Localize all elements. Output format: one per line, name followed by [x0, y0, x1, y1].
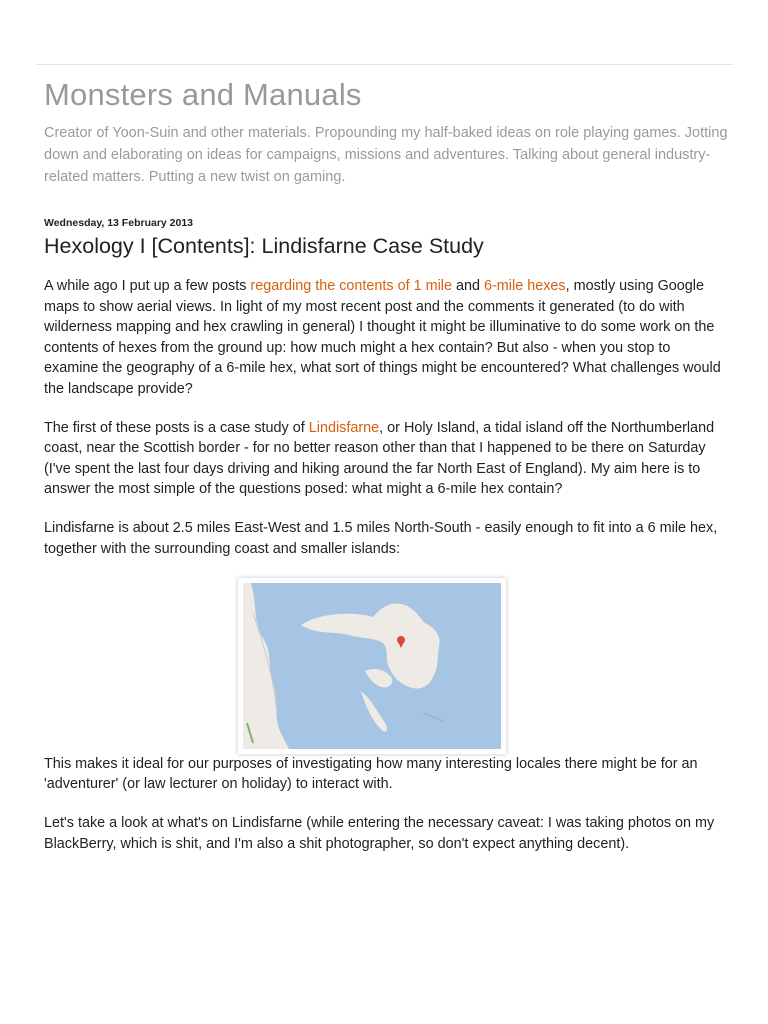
map-image[interactable] [238, 578, 506, 754]
paragraph-purpose: This makes it ideal for our purposes of investigating how many interesting locales there might be for an 'adventurer' (or law lecturer on holiday) to interact with. [44, 755, 698, 792]
blog-header [44, 76, 734, 188]
paragraph-text: , mostly using Google maps to show aerial views. In light of my most recent post and the comments it generated (to do with wilderness mapping and hex crawling in general) I thought it might be illuminative to do some work on the contents of hexes from the ground up: how much might a hex contain? But also - when you stop to examine the geography of a 6-mile hex, what sort of things might be encountered? What challenges would the landscape provide? [44, 278, 721, 397]
link-1-mile-hexes[interactable]: regarding the contents of 1 mile [250, 278, 452, 294]
post-date: Wednesday, 13 February 2013 [44, 217, 194, 229]
link-6-mile-hexes[interactable]: 6-mile hexes [484, 278, 566, 294]
post-title[interactable]: Hexology I [Contents]: Lindisfarne Case Study [44, 234, 484, 258]
paragraph-text: and [452, 278, 485, 294]
paragraph-case-study [44, 418, 724, 500]
post-body [44, 276, 724, 854]
header-divider [36, 64, 733, 65]
blog-title[interactable]: Monsters and Manuals [44, 77, 362, 112]
link-lindisfarne[interactable]: Lindisfarne [308, 419, 380, 436]
sea-area [243, 583, 501, 749]
paragraph-text: The first of these posts is a case study of [44, 419, 309, 436]
paragraph-size: Lindisfarne is about 2.5 miles East-West and 1.5 miles North-South - easily enough to fit into a 6 mile hex, together with the surrounding coast and smaller islands: [44, 520, 718, 557]
paragraph-text: , or Holy Island, a tidal island off the Northumberland coast, near the Scottish border - for no better reason other than that I happened to be there on Saturday (I've spent the last four days driving and hiking around the far North East of England). My aim here is to answer the most simple of the questions posed: what might a 6-mile hex contain? [44, 419, 715, 497]
paragraph-caveat: Let's take a look at what's on Lindisfarne (while entering the necessary caveat: I was taking photos on my BlackBerry, which is shit, and I'm also a shit photographer, so don't expect anything decent). [44, 815, 715, 852]
lindisfarne-map [243, 583, 501, 749]
blog-description: Creator of Yoon-Suin and other materials. Propounding my half-baked ideas on role playing games. Jotting down and elaborating on ideas for campaigns, missions and adventures. Talking about general industry-related matters. Putting a new twist on gaming. [44, 125, 728, 185]
blog-post [44, 216, 724, 873]
paragraph-text: A while ago I put up a few posts [44, 278, 251, 294]
paragraph-intro [44, 276, 724, 399]
